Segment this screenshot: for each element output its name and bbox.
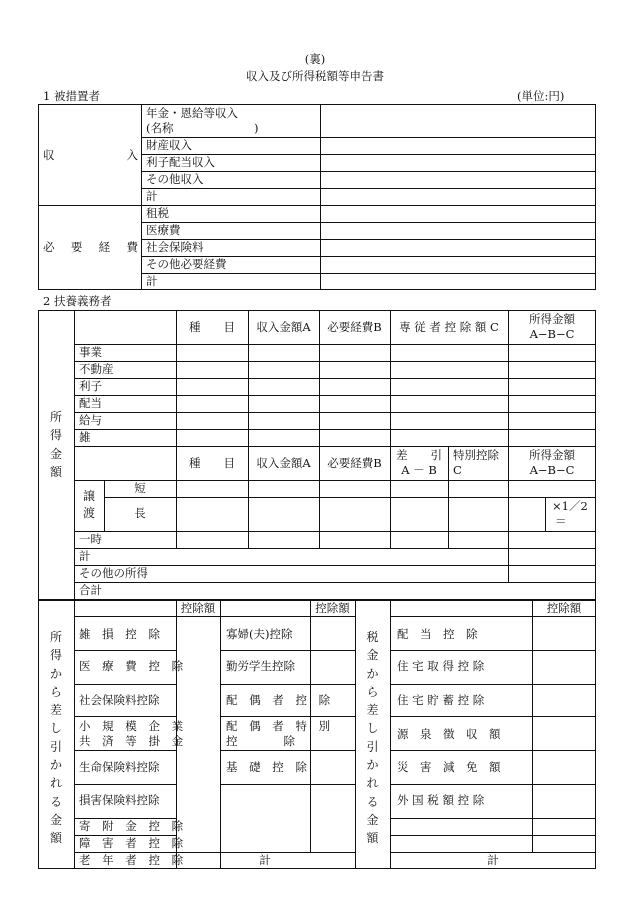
dividend-deduction-label: 配 当 控 除 xyxy=(397,627,478,641)
income-header2-line1: 所得金額 xyxy=(529,448,575,462)
casualty-loss-deduction-label: 雑 損 控 除 xyxy=(79,627,164,641)
expense-header-2: 必要経費B xyxy=(327,456,382,470)
donation-deduction-label: 寄 附 金 控 除 xyxy=(79,819,188,833)
income-header-line2: A−B−C xyxy=(529,327,575,341)
difference-header-line2: A － B xyxy=(401,463,437,477)
damage-insurance-deduction-label: 損害保険料控除 xyxy=(79,793,160,807)
half-multiplier-line2: ＝ xyxy=(555,514,567,528)
widow-deduction-label: 寡婦(夫)控除 xyxy=(226,627,293,641)
spouse-deduction-label: 配 偶 者 控 除 xyxy=(226,693,335,707)
basic-deduction-label: 基 礎 控 除 xyxy=(226,760,311,774)
property-income-label: 財産収入 xyxy=(146,138,192,152)
half-multiplier-line1: ×1／2 xyxy=(552,499,588,513)
medical-deduction-label: 医 療 費 控 除 xyxy=(79,659,188,673)
tax-deduction-total-label: 計 xyxy=(487,853,499,867)
tax-deduction-side-label: 税 金 か ら 差 し 引 か れ る 金 額 xyxy=(366,630,379,846)
other-income-label: その他収入 xyxy=(146,172,204,186)
section1-heading: 1 被措置者 xyxy=(43,89,100,103)
income-deduction-total-label: 計 xyxy=(259,853,271,867)
housing-acquisition-deduction-label: 住 宅 取 得 控 除 xyxy=(397,659,485,673)
long-term-label: 長 xyxy=(134,506,146,520)
income-deduction-side-label: 所 得 か ら 差 し 引 か れ る 金 額 xyxy=(49,630,62,846)
special-deduction-header-line1: 特別控除 xyxy=(453,448,499,462)
difference-header-line1: 差 引 xyxy=(396,448,442,462)
elderly-deduction-label: 老 年 者 控 除 xyxy=(79,853,188,867)
temporary-row-label: 一時 xyxy=(79,532,102,546)
income-header-line1: 所得金額 xyxy=(529,312,575,326)
disaster-exemption-label: 災 害 減 免 額 xyxy=(397,760,501,774)
amount-header-3: 控除額 xyxy=(546,601,582,615)
withholding-tax-label: 源 泉 徴 収 額 xyxy=(397,727,501,741)
unit-label: (単位:円) xyxy=(517,89,565,103)
real-estate-row-label: 不動産 xyxy=(79,362,114,376)
income-group-label: 収 入 xyxy=(43,148,138,162)
medical-label: 医療費 xyxy=(146,223,181,237)
section2-heading: 2 扶養義務者 xyxy=(43,294,112,308)
social-insurance-label: 社会保険料 xyxy=(146,240,204,254)
interest-row-label: 利子 xyxy=(79,379,102,393)
section1-amount-column[interactable] xyxy=(321,105,595,289)
form-title: 収入及び所得税額等申告書 xyxy=(246,69,384,83)
type-header-2: 種 目 xyxy=(189,456,235,470)
revenue-header: 収入金額A xyxy=(256,320,311,334)
working-student-deduction-label: 勤労学生控除 xyxy=(226,659,295,673)
employee-deduction-header: 専 従 者 控 除 額 C xyxy=(399,320,499,334)
short-term-label: 短 xyxy=(134,481,146,495)
business-row-label: 事業 xyxy=(79,345,102,359)
other-expense-label: その他必要経費 xyxy=(146,257,227,271)
subtotal-row-label: 計 xyxy=(79,549,91,563)
expenses-group-label: 必 要 経 費 xyxy=(43,240,138,254)
income-header2-line2: A−B−C xyxy=(529,463,575,477)
spouse-special-line1: 配 偶 者 特 別 xyxy=(226,719,335,733)
back-side-mark: (裏) xyxy=(304,52,326,66)
income-amount-side-label: 所 得 金 額 xyxy=(49,410,62,479)
amount-header-2: 控除額 xyxy=(315,601,350,615)
dividend-row-label: 配当 xyxy=(79,396,102,410)
revenue-header-2: 収入金額A xyxy=(256,456,311,470)
expense-total-label: 計 xyxy=(146,274,158,288)
expense-header: 必要経費B xyxy=(327,320,382,334)
pension-name-label: (名称 ) xyxy=(146,121,259,135)
other-income-row-label: その他の所得 xyxy=(79,566,148,580)
housing-savings-deduction-label: 住 宅 貯 蓄 控 除 xyxy=(397,693,485,707)
small-business-mutual-line1: 小 規 模 企 業 xyxy=(79,719,188,733)
type-header: 種 目 xyxy=(189,320,235,334)
transfer-label: 譲 渡 xyxy=(82,489,95,520)
social-insurance-deduction-label: 社会保険料控除 xyxy=(79,693,160,707)
spouse-special-line2: 控 除 xyxy=(226,734,295,748)
small-business-mutual-line2: 共 済 等 掛 金 xyxy=(79,734,188,748)
pension-income-label: 年金・恩給等収入 xyxy=(146,106,238,120)
salary-row-label: 給与 xyxy=(79,413,102,427)
misc-row-label: 雑 xyxy=(79,430,91,444)
income-total-label: 計 xyxy=(146,189,158,203)
life-insurance-deduction-label: 生命保険料控除 xyxy=(79,760,160,774)
disability-deduction-label: 障 害 者 控 除 xyxy=(79,836,188,850)
foreign-tax-credit-label: 外 国 税 額 控 除 xyxy=(397,793,485,807)
grand-total-row-label: 合計 xyxy=(79,583,102,597)
special-deduction-header-line2: C xyxy=(453,463,462,477)
tax-label: 租税 xyxy=(146,206,169,220)
interest-dividend-income-label: 利子配当収入 xyxy=(146,155,215,169)
amount-header-1: 控除額 xyxy=(180,601,216,615)
